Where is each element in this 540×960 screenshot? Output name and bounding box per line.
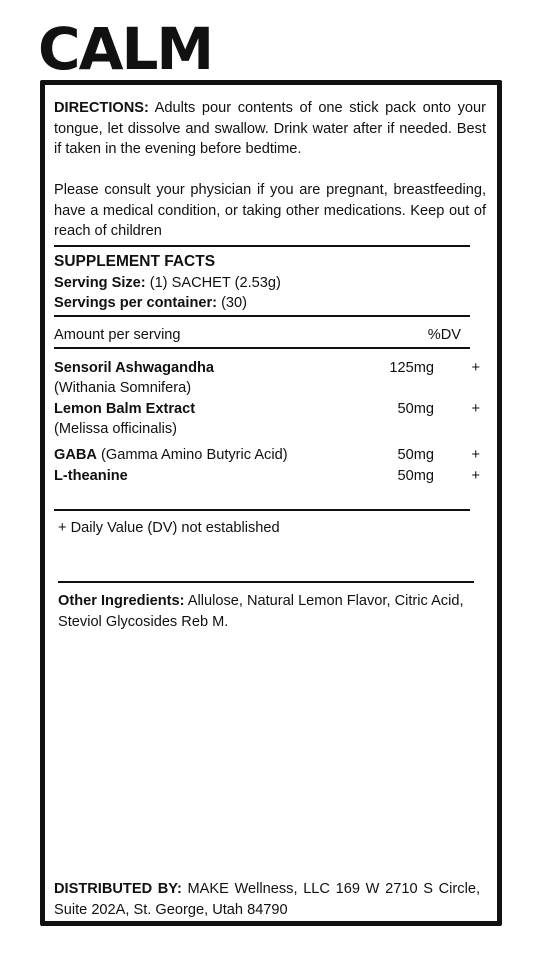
- ingredient-name: Sensoril Ashwagandha: [54, 360, 215, 376]
- product-title: CALM: [38, 15, 213, 83]
- serving-size: [54, 273, 281, 294]
- ingredient-amount: 50mg: [397, 447, 434, 463]
- other-ingredients-text: Allulose, Natural Lemon Flavor, Citric Acid, Steviol Glycosides Reb M.: [58, 593, 464, 630]
- other-ingredients-label: Other Ingredients:: [58, 593, 185, 609]
- servings-per-container: [54, 293, 247, 314]
- dv-footnote: + Daily Value (DV) not established: [58, 520, 280, 536]
- divider: [58, 581, 474, 583]
- ingredient-name-wrap: [54, 445, 288, 466]
- ingredient-subtitle: (Melissa officinalis): [54, 421, 177, 437]
- ingredient-dv: +: [471, 447, 480, 463]
- serving-size-value: (1) SACHET (2.53g): [145, 275, 281, 291]
- ingredient-name: Lemon Balm Extract: [54, 401, 196, 417]
- label-panel: [40, 80, 502, 926]
- warning-paragraph: Please consult your physician if you are pregnant, breastfeeding, have a medical condition, or taking other medications. Keep out of reach of children: [54, 182, 486, 239]
- other-ingredients: [58, 591, 488, 632]
- divider: [54, 245, 470, 247]
- dv-header: %DV: [427, 327, 461, 343]
- divider: [54, 315, 470, 317]
- amount-per-serving-header: Amount per serving: [54, 327, 181, 343]
- directions-label: DIRECTIONS:: [54, 100, 149, 116]
- ingredient-amount: 50mg: [397, 468, 434, 484]
- distributed-by: [54, 879, 480, 920]
- ingredient-dv: +: [471, 468, 480, 484]
- servings-value: (30): [217, 295, 248, 311]
- distributed-by-text: MAKE Wellness, LLC 169 W 2710 S Circle, Suite 202A, St. George, Utah 84790: [54, 881, 480, 918]
- supplement-facts-heading: SUPPLEMENT FACTS: [54, 253, 216, 270]
- directions-paragraph: [54, 98, 486, 160]
- serving-size-label: Serving Size:: [54, 275, 146, 291]
- ingredient-subtitle: (Withania Somnifera): [54, 380, 192, 396]
- ingredient-dv: +: [471, 360, 480, 376]
- distributed-by-label: DISTRIBUTED BY:: [54, 881, 182, 897]
- ingredient-amount: 125mg: [389, 360, 434, 376]
- ingredient-name: L-theanine: [54, 468, 128, 484]
- directions-text: Adults pour contents of one stick pack onto your tongue, let dissolve and swallow. Drink water after if needed. Best if taken in the evening before bedtime.: [54, 100, 486, 157]
- ingredient-name-extra: (Gamma Amino Butyric Acid): [96, 447, 288, 463]
- ingredient-amount: 50mg: [397, 401, 434, 417]
- servings-label: Servings per container:: [54, 295, 218, 311]
- ingredient-name: GABA: [54, 447, 97, 463]
- ingredient-dv: +: [471, 401, 480, 417]
- divider: [54, 509, 470, 511]
- divider: [54, 347, 470, 349]
